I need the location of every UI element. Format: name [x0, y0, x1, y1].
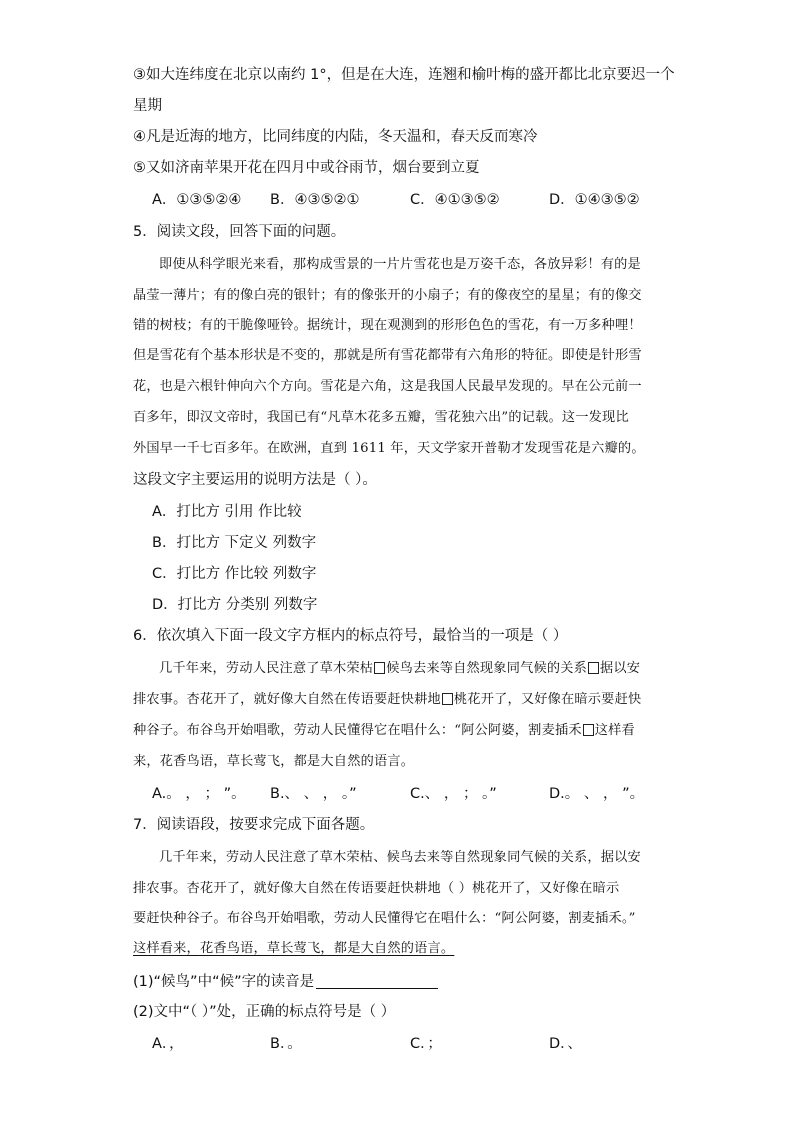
q4-option-d[interactable]: D．①④③⑤② [549, 192, 640, 208]
punctuation-box [588, 662, 599, 674]
q6-text: 种谷子。布谷鸟开始唱歌，劳动人民懂得它在唱什么：“阿公阿婆，割麦插禾 [133, 723, 582, 738]
q6-text: 候鸟去来等自然现象同气候的关系 [386, 661, 588, 676]
q7-passage-line: 要赶快种谷子。布谷鸟开始唱歌，劳动人民懂得它在唱什么：“阿公阿婆，割麦插禾。” [133, 911, 636, 926]
q7-underlined-sentence: 花香鸟语，草长莺飞，都是大自然的语言。 [199, 941, 455, 956]
q4-item-3-line2: 星期 [133, 98, 162, 114]
q5-question: 这段文字主要运用的说明方法是（ ）。 [133, 472, 377, 488]
q6-passage-line [133, 724, 635, 737]
q4-item-4: ④凡是近海的地方，比同纬度的内陆，冬天温和，春天反而寒冷 [133, 129, 538, 145]
q6-text: 几千年来，劳动人民注意了草木荣枯 [159, 661, 374, 676]
punctuation-box [374, 662, 385, 674]
q5-option-a[interactable]: A．打比方 引用 作比较 [152, 504, 302, 520]
q5-option-b[interactable]: B．打比方 下定义 列数字 [152, 535, 317, 551]
q7-option-c[interactable]: C．； [410, 1036, 442, 1052]
q4-options [0, 193, 794, 211]
q6-text: 排农事。杏花开了，就好像大自然在传语要赶快耕地 [133, 692, 441, 707]
q6-passage-line: 来，花香鸟语，草长莺飞，都是大自然的语言。 [133, 754, 415, 769]
q4-item-5: ⑤又如济南苹果开花在四月中或谷雨节，烟台要到立夏 [133, 160, 480, 176]
q6-passage-line [133, 693, 641, 706]
q6-title: 6．依次填入下面一段文字方框内的标点符号，最恰当的一项是（ ） [133, 628, 568, 644]
q5-passage-line: 百多年，即汉文帝时，我国已有“凡草木花多五瓣，雪花独六出”的记载。这一发现比 [133, 410, 629, 425]
q4-item-3-line1: ③如大连纬度在北京以南约 1°，但是在大连，连翘和榆叶梅的盛开都比北京要迟一个 [133, 67, 675, 83]
answer-blank[interactable] [316, 974, 438, 989]
q6-option-b[interactable]: B.、 、 ， 。” [270, 786, 357, 802]
q4-option-c[interactable]: C．④①③⑤② [410, 192, 500, 208]
q5-option-c[interactable]: C．打比方 作比较 列数字 [152, 566, 317, 582]
q5-title: 5．阅读文段，回答下面的问题。 [133, 224, 346, 240]
q7-sub-question-2: (2)文中“（ ）”处，正确的标点符号是（ ） [133, 1004, 396, 1020]
q6-option-c[interactable]: C.、 ， ； 。” [410, 786, 497, 802]
q5-passage-line: 错的树枝；有的干脆像哑铃。据统计，现在观测到的形形色色的雪花，有一万多种哩！ [133, 318, 642, 333]
q7-option-d[interactable]: D．、 [549, 1036, 582, 1052]
q7-text: 这样看来， [133, 941, 200, 956]
q7-title: 7．阅读语段，按要求完成下面各题。 [133, 817, 375, 833]
q6-text: 这样看 [594, 723, 635, 738]
q4-option-a[interactable]: A．①③⑤②④ [152, 192, 242, 208]
punctuation-box [442, 693, 453, 705]
q6-option-d[interactable]: D.。 、 ， ”。 [549, 786, 645, 802]
q5-passage-line: 花，也是六根针伸向六个方向。雪花是六角，这是我国人民最早发现的。早在公元前一 [133, 379, 642, 394]
q6-options [0, 787, 794, 805]
q5-passage-line: 外国早一千七百多年。在欧洲，直到 1611 年，天文学家开普勒才发现雪花是六瓣的。 [133, 441, 645, 456]
q7-option-b[interactable]: B．。 [270, 1036, 302, 1052]
q5-passage-line: 即使从科学眼光来看，那构成雪景的一片片雪花也是万姿千态，各放异彩！有的是 [159, 257, 641, 272]
punctuation-box [583, 724, 594, 736]
q5-option-d[interactable]: D．打比方 分类别 列数字 [152, 597, 318, 613]
q6-text: 据以安 [600, 661, 641, 676]
q6-text: 桃花开了，又好像在暗示要赶快 [453, 692, 642, 707]
q7-options [0, 1037, 794, 1055]
q4-option-b[interactable]: B．④③⑤②① [270, 192, 360, 208]
q7-passage-last-line [133, 942, 454, 955]
q6-option-a[interactable]: A.。 ， ； ”。 [152, 786, 246, 802]
q7-passage-line: 几千年来，劳动人民注意了草木荣枯、候鸟去来等自然现象同气候的关系，据以安 [159, 850, 641, 865]
q5-passage-line: 但是雪花有个基本形状是不变的，那就是所有雪花都带有六角形的特征。即使是针形雪 [133, 348, 642, 363]
q7-passage-line: 排农事。杏花开了，就好像大自然在传语要赶快耕地（ ）桃花开了，又好像在暗示 [133, 881, 620, 896]
q7-option-a[interactable]: A．， [152, 1036, 184, 1052]
q5-passage-line: 晶莹一薄片；有的像白亮的银针；有的像张开的小扇子；有的像夜空的星星；有的像交 [133, 288, 642, 303]
q7-sub-question-1 [133, 974, 438, 990]
q6-passage-line [159, 662, 640, 675]
q7-sub1-text: (1)“候鸟”中“候”字的读音是 [133, 974, 315, 990]
